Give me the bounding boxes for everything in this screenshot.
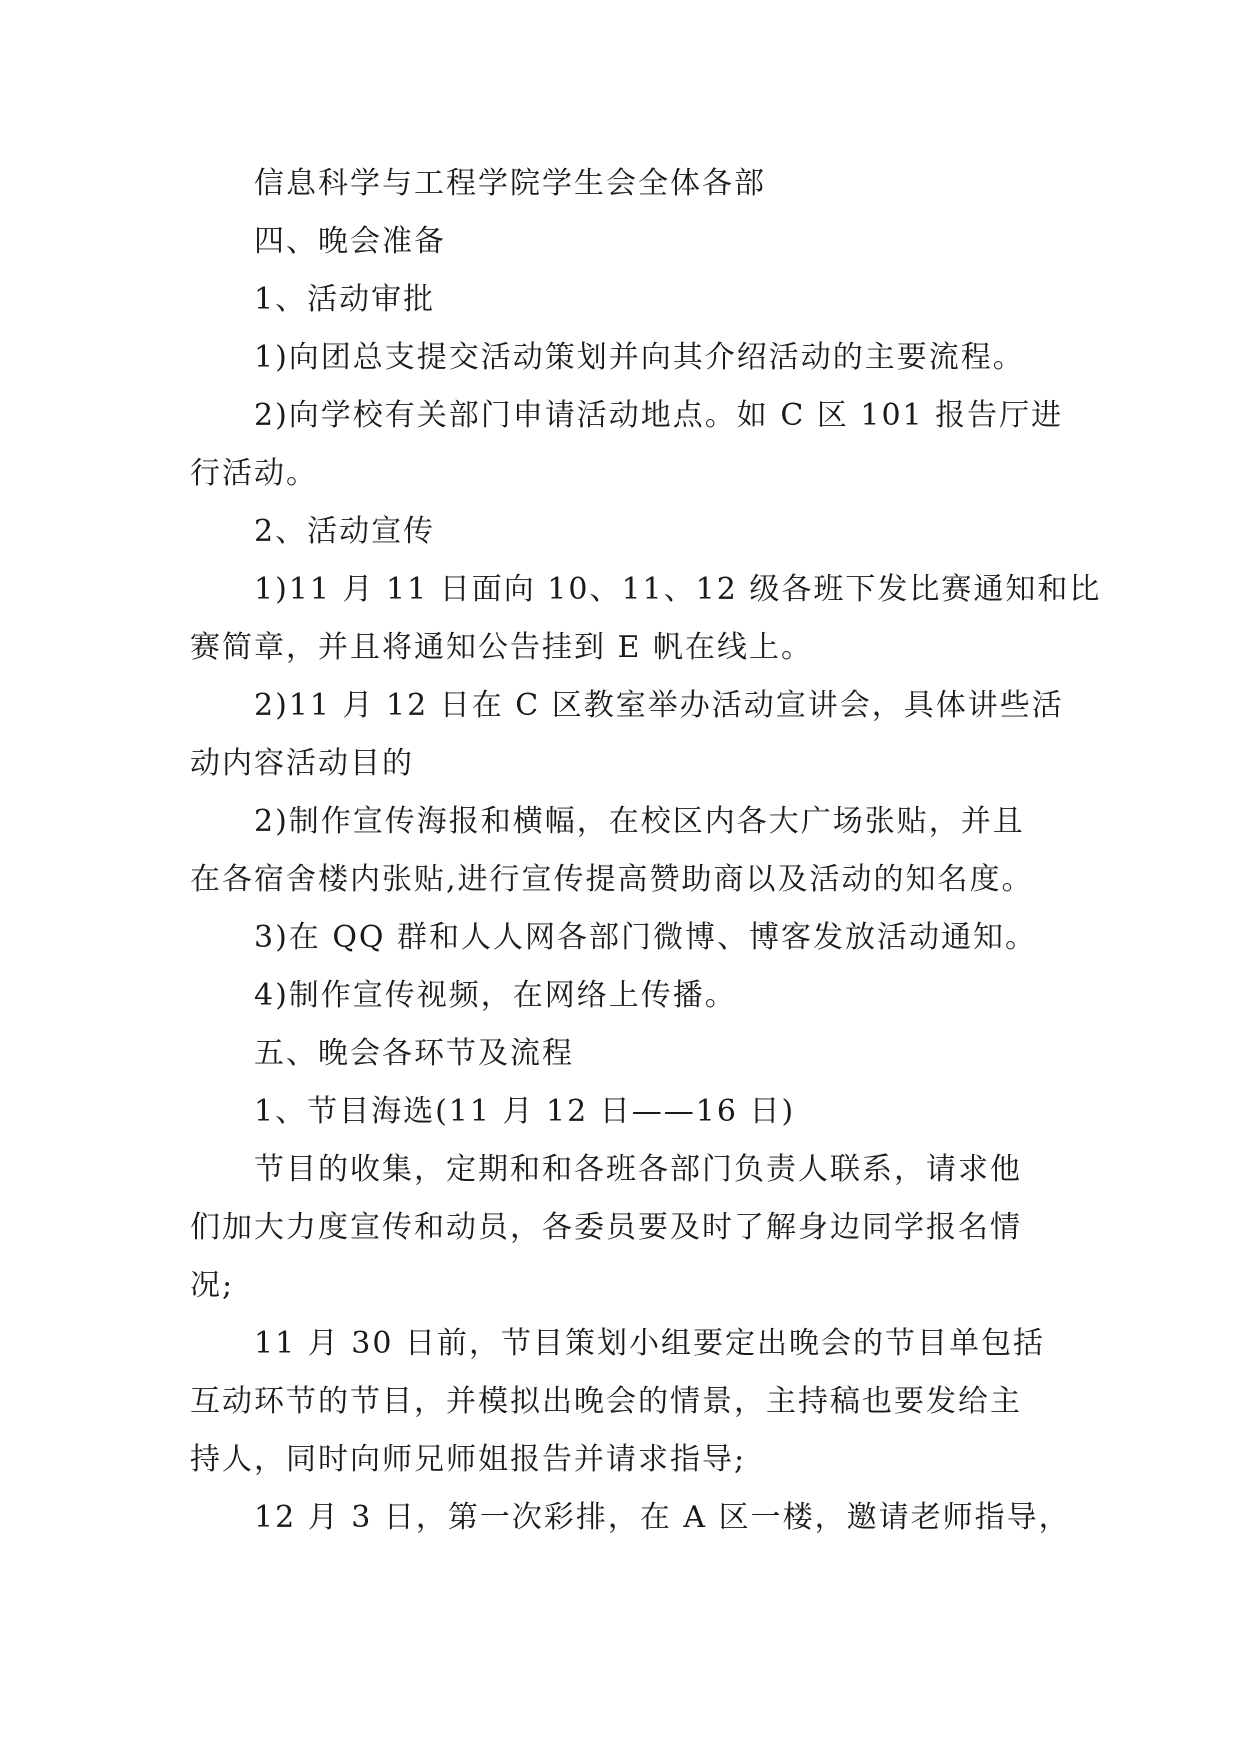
document-body [190, 155, 1102, 1547]
text-line: 持人，同时向师兄师姐报告并请求指导; [190, 1442, 747, 1477]
text-line: 四、晚会准备 [254, 224, 446, 259]
text-line: 2)向学校有关部门申请活动地点。如 C 区 101 报告厅进 [254, 398, 1064, 433]
text-line: 们加大力度宣传和动员，各委员要及时了解身边同学报名情 [190, 1210, 1022, 1245]
text-line: 互动环节的节目，并模拟出晚会的情景，主持稿也要发给主 [190, 1384, 1022, 1419]
text-line: 在各宿舍楼内张贴,进行宣传提高赞助商以及活动的知名度。 [190, 862, 1034, 897]
text-line: 信息科学与工程学院学生会全体各部 [254, 166, 766, 201]
text-line: 动内容活动目的 [190, 746, 414, 781]
text-line: 1)11 月 11 日面向 10、11、12 级各班下发比赛通知和比 [254, 572, 1102, 607]
text-line: 4)制作宣传视频，在网络上传播。 [254, 978, 737, 1013]
text-line: 2)11 月 12 日在 C 区教室举办活动宣讲会，具体讲些活 [254, 688, 1064, 723]
text-line: 1、活动审批 [254, 282, 436, 317]
text-line: 1、节目海选(11 月 12 日——16 日) [254, 1094, 796, 1129]
text-line: 行活动。 [190, 456, 318, 491]
text-line: 赛简章，并且将通知公告挂到 E 帆在线上。 [190, 630, 813, 665]
text-line: 3)在 QQ 群和人人网各部门微博、博客发放活动通知。 [254, 920, 1038, 955]
text-line: 五、晚会各环节及流程 [254, 1036, 574, 1071]
text-line: 节目的收集，定期和和各班各部门负责人联系，请求他 [254, 1152, 1022, 1187]
text-line: 2、活动宣传 [254, 514, 436, 549]
text-line: 况; [190, 1268, 235, 1303]
text-line: 11 月 30 日前，节目策划小组要定出晚会的节目单包括 [254, 1326, 1045, 1361]
text-line: 1)向团总支提交活动策划并向其介绍活动的主要流程。 [254, 340, 1025, 375]
text-line: 2)制作宣传海报和横幅，在校区内各大广场张贴，并且 [254, 804, 1025, 839]
text-line: 12 月 3 日，第一次彩排，在 A 区一楼，邀请老师指导， [254, 1500, 1071, 1535]
